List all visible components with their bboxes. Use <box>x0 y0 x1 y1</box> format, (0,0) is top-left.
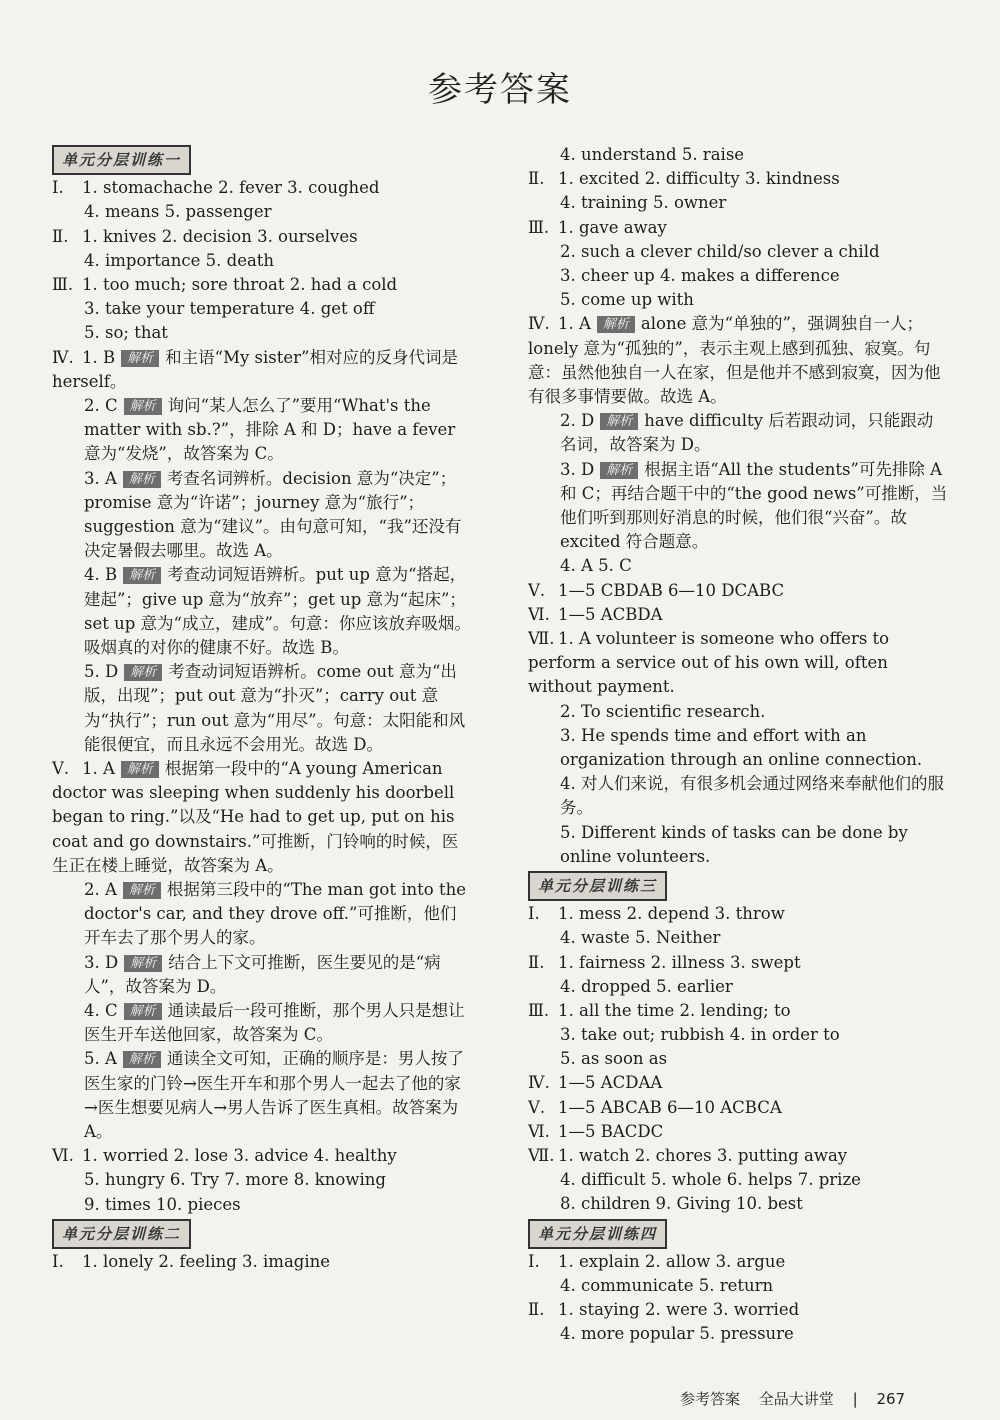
answer-line: 4. waste 5. Neither <box>560 928 721 948</box>
explanation-item: 5. D 解析 考查动词短语辨析。come out 意为“出版，出现”；put out 意为“扑灭”；carry out 意为“执行”；run out 意为“用尽”。句意：太阳能和风能很便宜，而且永远不会用光。故选 D。 <box>84 662 466 754</box>
answer-line: Ⅳ. 1—5 ACDAA <box>528 1073 663 1093</box>
explanation-item: Ⅳ. 1. B 解析 和主语“My sister”相对应的反身代词是 herself。 <box>52 347 458 391</box>
answer-line: Ⅱ. 1. staying 2. were 3. worried <box>528 1300 800 1320</box>
answer-line: Ⅲ. 1. too much; sore throat 2. had a cold <box>52 274 398 294</box>
section-banner-unit2: 单元分层训练二 <box>52 1219 191 1249</box>
answer-line: Ⅰ. 1. lonely 2. feeling 3. imagine <box>52 1251 331 1271</box>
answer-line: Ⅶ. 1. watch 2. chores 3. putting away <box>528 1146 848 1166</box>
answer-line: 4. means 5. passenger <box>84 202 272 222</box>
explanation-item: 3. D 解析 结合上下文可推断，医生要见的是“病人”，故答案为 D。 <box>84 952 441 996</box>
answer-line: 3. cheer up 4. makes a difference <box>560 265 840 285</box>
answer-line: 3. take your temperature 4. get off <box>84 299 375 319</box>
analysis-tag: 解析 <box>600 462 638 479</box>
answer-line: 4. communicate 5. return <box>560 1275 774 1295</box>
explanation-item: 4. B 解析 考查动词短语辨析。put up 意为“搭起，建起”；give up 意为“放弃”；get up 意为“起床”；set up 意为“成立，建成”。句意：你应该放弃吸烟。吸烟真的对你的健康不好。故选 B。 <box>84 565 471 657</box>
answer-line: Ⅶ. 1. A volunteer is someone who offers to perform a service out of his own will, often without payment. <box>528 628 890 697</box>
footer-book: 全品大讲堂 <box>758 1390 834 1408</box>
analysis-tag: 解析 <box>124 664 162 681</box>
analysis-tag: 解析 <box>600 413 638 430</box>
answer-line: Ⅴ. 1—5 ABCAB 6—10 ACBCA <box>528 1097 782 1117</box>
right-column <box>528 143 948 1347</box>
answer-line: 5. come up with <box>560 290 694 310</box>
answer-line: Ⅵ. 1. worried 2. lose 3. advice 4. healthy <box>52 1146 397 1166</box>
section-banner-unit1: 单元分层训练一 <box>52 145 191 175</box>
answer-line: 3. He spends time and effort with an organization through an online connection. <box>560 725 923 769</box>
analysis-tag: 解析 <box>123 567 161 584</box>
explanation-item: 2. D 解析 have difficulty 后若跟动词，只能跟动名词，故答案为 D。 <box>560 411 934 455</box>
analysis-tag: 解析 <box>121 761 159 778</box>
page-title: 参考答案 <box>428 70 572 110</box>
footer-divider: | <box>852 1390 858 1408</box>
answer-line: 5. hungry 6. Try 7. more 8. knowing <box>84 1170 386 1190</box>
answer-line: 4. difficult 5. whole 6. helps 7. prize <box>560 1170 861 1190</box>
answer-line: 4. understand 5. raise <box>560 145 745 164</box>
explanation-item: 3. D 解析 根据主语“All the students”可先排除 A 和 C；再结合题干中的“the good news”可推断，当他们听到那则好消息的时候，他们很“兴奋”。故 excited 符合题意。 <box>560 459 948 552</box>
answer-line: 5. so; that <box>84 323 168 343</box>
answer-line: 9. times 10. pieces <box>84 1194 241 1214</box>
analysis-tag: 解析 <box>597 316 635 333</box>
answer-line: 4. 对人们来说，有很多机会通过网络来奉献他们的服务。 <box>560 774 944 818</box>
answer-line: Ⅱ. 1. fairness 2. illness 3. swept <box>528 952 801 972</box>
analysis-tag: 解析 <box>123 471 161 488</box>
analysis-tag: 解析 <box>123 1051 161 1068</box>
left-column <box>52 143 472 1274</box>
explanation-item: 4. C 解析 通读最后一段可推断，那个男人只是想让医生开车送他回家，故答案为 C。 <box>84 1001 465 1045</box>
answer-line: 3. take out; rubbish 4. in order to <box>560 1025 840 1045</box>
answer-line: 2. such a clever child/so clever a child <box>560 241 880 261</box>
answer-line: Ⅱ. 1. excited 2. difficulty 3. kindness <box>528 169 840 189</box>
analysis-tag: 解析 <box>124 398 162 415</box>
explanation-item: 2. C 解析 询问“某人怎么了”要用“What's the matter with sb.?”，排除 A 和 D；have a fever 意为“发烧”，故答案为 C。 <box>84 395 456 464</box>
section-banner-unit3: 单元分层训练三 <box>528 871 667 901</box>
answer-line: Ⅱ. 1. knives 2. decision 3. ourselves <box>52 226 358 246</box>
explanation-item: 3. A 解析 考查名词辨析。decision 意为“决定”；promise 意为“许诺”；journey 意为“旅行”；suggestion 意为“建议”。由句意可知，“我”还没有决定暑假去哪里。故选 A。 <box>84 468 462 561</box>
page-number: 267 <box>876 1390 906 1408</box>
answer-line: 4. A 5. C <box>560 556 632 576</box>
section-banner-unit4: 单元分层训练四 <box>528 1219 667 1249</box>
analysis-tag: 解析 <box>124 955 162 972</box>
footer-section: 参考答案 <box>680 1390 741 1408</box>
answer-line: Ⅰ. 1. stomachache 2. fever 3. coughed <box>52 178 380 198</box>
explanation-item: Ⅴ. 1. A 解析 根据第一段中的“A young American doctor was sleeping when suddenly his doorbell began to ring.”以及“He had to get up, put on his coat and go downstairs.”可推断，门铃响的时候，医生正在楼上睡觉，故答案为 A。 <box>52 758 459 875</box>
answer-line: 4. more popular 5. pressure <box>560 1324 794 1344</box>
answer-line: Ⅵ. 1—5 BACDC <box>528 1121 664 1141</box>
answer-line: Ⅵ. 1—5 ACBDA <box>528 604 663 624</box>
explanation-item: 2. A 解析 根据第三段中的“The man got into the doctor's car, and they drove off.”可推断，他们开车去了那个男人的家。 <box>84 879 466 948</box>
answer-line: 5. Different kinds of tasks can be done by online volunteers. <box>560 822 908 866</box>
page-footer <box>680 1388 919 1409</box>
answer-line: Ⅴ. 1—5 CBDAB 6—10 DCABC <box>528 580 785 600</box>
answer-line: Ⅲ. 1. gave away <box>528 217 667 237</box>
analysis-tag: 解析 <box>124 1003 162 1020</box>
explanation-item: Ⅳ. 1. A 解析 alone 意为“单独的”，强调独自一人；lonely 意为“孤独的”，表示主观上感到孤独、寂寞。句意：虽然他独自一人在家，但是他并不感到寂寞，因为他有很多事情要做。故选 A。 <box>528 314 941 406</box>
answer-line: 4. training 5. owner <box>560 193 727 213</box>
answer-line: 2. To scientific research. <box>560 701 766 721</box>
answer-line: 4. importance 5. death <box>84 250 275 270</box>
answer-line: Ⅲ. 1. all the time 2. lending; to <box>528 1000 791 1020</box>
answer-line: 5. as soon as <box>560 1049 668 1069</box>
answer-line: 8. children 9. Giving 10. best <box>560 1194 803 1214</box>
analysis-tag: 解析 <box>121 350 159 367</box>
answer-line: Ⅰ. 1. mess 2. depend 3. throw <box>528 904 785 924</box>
analysis-tag: 解析 <box>123 882 161 899</box>
answer-line: 4. dropped 5. earlier <box>560 976 733 996</box>
explanation-item: 5. A 解析 通读全文可知，正确的顺序是：男人按了医生家的门铃→医生开车和那个男人一起去了他的家→医生想要见病人→男人告诉了医生真相。故答案为 A。 <box>84 1049 464 1142</box>
answer-line: Ⅰ. 1. explain 2. allow 3. argue <box>528 1251 786 1271</box>
